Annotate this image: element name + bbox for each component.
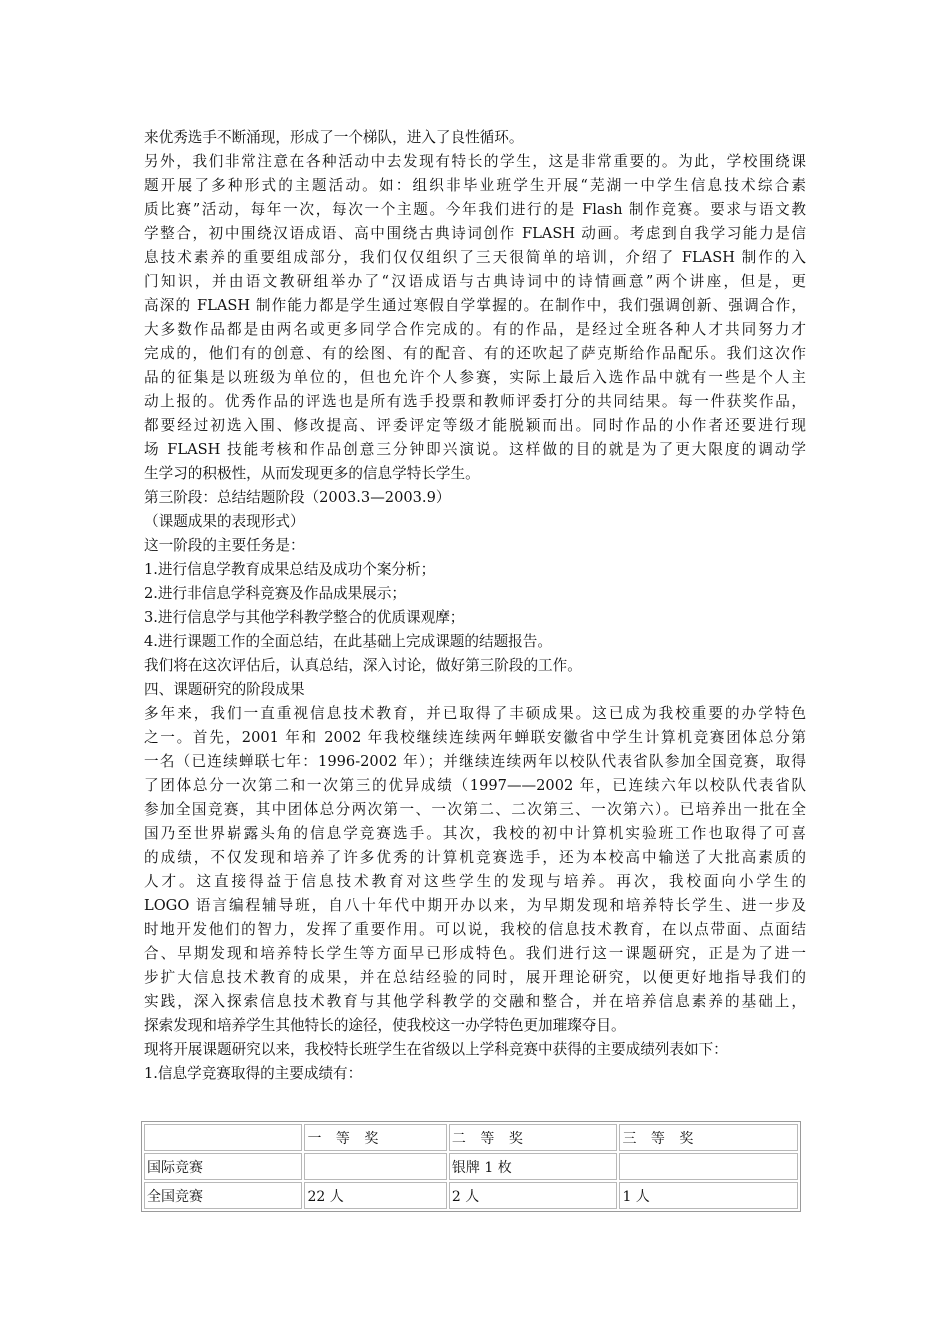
table-header-cell: 二 等 奖: [449, 1124, 618, 1151]
text-line: 这一阶段的主要任务是：: [144, 537, 305, 554]
table-cell: [304, 1153, 446, 1180]
section-heading: 第三阶段：总结结题阶段（2003.3—2003.9）: [144, 489, 451, 506]
table-cell: 国际竞赛: [144, 1153, 302, 1180]
text-line: 步扩大信息技术教育的成果，并在总结经验的同时，展开理论研究，以便更好地指导我们的: [144, 969, 806, 986]
text-line: 动上报的。优秀作品的评选也是所有选手投票和教师评委打分的共同结果。每一件获奖作品，: [144, 393, 806, 410]
awards-table: [141, 1121, 801, 1212]
text-line: LOGO 语言编程辅导班，自八十年代中期开办以来，为早期发现和培养特长学生、进一步及: [144, 897, 806, 914]
list-item: 3.进行信息学与其他学科教学整合的优质课观摩；: [144, 609, 465, 626]
text-line: 多年来，我们一直重视信息技术教育，并已取得了丰硕成果。这已成为我校重要的办学特色: [144, 705, 806, 722]
section-heading: 四、课题研究的阶段成果: [144, 681, 305, 698]
text-line: 场 FLASH 技能考核和作品创意三分钟即兴演说。这样做的目的就是为了更大限度的调动学: [144, 441, 806, 458]
table-row: [144, 1182, 798, 1209]
list-item: 2.进行非信息学科竞赛及作品成果展示；: [144, 585, 407, 602]
document-body: [144, 126, 806, 1086]
text-line: 大多数作品都是由两名或更多同学合作完成的。有的作品，是经过全班各种人才共同努力才: [144, 321, 806, 338]
text-line: 国乃至世界崭露头角的信息学竞赛选手。其次，我校的初中计算机实验班工作也取得了可喜: [144, 825, 806, 842]
table-header-cell: [144, 1124, 302, 1151]
text-line: （课题成果的表现形式）: [144, 513, 305, 530]
table-cell: 银牌 1 枚: [449, 1153, 618, 1180]
table-cell: [619, 1153, 798, 1180]
text-line: 学整合，初中围绕汉语成语、高中围绕古典诗词创作 FLASH 动画。考虑到自我学习能力是信: [144, 225, 806, 242]
text-line: 质比赛”活动，每年一次，每次一个主题。今年我们进行的是 Flash 制作竞赛。要求与语文教: [144, 201, 806, 218]
table-header-cell: 三 等 奖: [619, 1124, 798, 1151]
text-line: 探索发现和培养学生其他特长的途径，使我校这一办学特色更加璀璨夺目。: [144, 1017, 626, 1034]
text-line: 之一。首先，2001 年和 2002 年我校继续连续两年蝉联安徽省中学生计算机竞赛团体总分第: [144, 729, 806, 746]
list-item: 1.进行信息学教育成果总结及成功个案分析；: [144, 561, 436, 578]
text-line: 来优秀选手不断涌现，形成了一个梯队，进入了良性循环。: [144, 129, 524, 146]
text-line: 都要经过初选入围、修改提高、评委评定等级才能脱颖而出。同时作品的小作者还要进行现: [144, 417, 806, 434]
table-cell: 1 人: [619, 1182, 798, 1209]
text-line: 的成绩，不仅发现和培养了许多优秀的计算机竞赛选手，还为本校高中输送了大批高素质的: [144, 849, 806, 866]
table-header-row: [144, 1124, 798, 1151]
text-line: 一名（已连续蝉联七年：1996-2002 年）；并继续连续两年以校队代表省队参加全国竞赛，取得: [144, 753, 806, 770]
text-line: 另外，我们非常注意在各种活动中去发现有特长的学生，这是非常重要的。为此，学校围绕课: [144, 153, 806, 170]
table-cell: 2 人: [449, 1182, 618, 1209]
text-line: 人才。这直接得益于信息技术教育对这些学生的发现与培养。再次，我校面向小学生的: [144, 873, 806, 890]
text-line: 时地开发他们的智力，发挥了重要作用。可以说，我校的信息技术教育，在以点带面、点面结: [144, 921, 806, 938]
text-line: 题开展了多种形式的主题活动。如：组织非毕业班学生开展“芜湖一中学生信息技术综合素: [144, 177, 806, 194]
text-line: 我们将在这次评估后，认真总结，深入讨论，做好第三阶段的工作。: [144, 657, 582, 674]
text-line: 完成的，他们有的创意、有的绘图、有的配音、有的还吹起了萨克斯给作品配乐。我们这次作: [144, 345, 806, 362]
text-line: 高深的 FLASH 制作能力都是学生通过寒假自学掌握的。在制作中，我们强调创新、强调合作，: [144, 297, 806, 314]
text-line: 现将开展课题研究以来，我校特长班学生在省级以上学科竞赛中获得的主要成绩列表如下：: [144, 1041, 728, 1058]
text-line: 生学习的积极性，从而发现更多的信息学特长学生。: [144, 465, 480, 482]
text-line: 1.信息学竞赛取得的主要成绩有：: [144, 1065, 363, 1082]
table-cell: 22 人: [304, 1182, 446, 1209]
text-line: 门知识，并由语文教研组举办了“汉语成语与古典诗词中的诗情画意”两个讲座，但是，更: [144, 273, 806, 290]
table-header-cell: 一 等 奖: [304, 1124, 446, 1151]
text-line: 实践，深入探索信息技术教育与其他学科教学的交融和整合，并在培养信息素养的基础上，: [144, 993, 806, 1010]
table-cell: 全国竞赛: [144, 1182, 302, 1209]
text-line: 参加全国竞赛，其中团体总分两次第一、一次第二、二次第三、一次第六）。已培养出一批在全: [144, 801, 806, 818]
text-line: 合、早期发现和培养特长学生等方面早已形成特色。我们进行这一课题研究，正是为了进一: [144, 945, 806, 962]
list-item: 4.进行课题工作的全面总结，在此基础上完成课题的结题报告。: [144, 633, 552, 650]
text-line: 了团体总分一次第二和一次第三的优异成绩（1997——2002 年，已连续六年以校队代表省队: [144, 777, 806, 794]
text-line: 息技术素养的重要组成部分，我们仅仅组织了三天很简单的培训，介绍了 FLASH 制作的入: [144, 249, 806, 266]
text-line: 品的征集是以班级为单位的，但也允许个人参赛，实际上最后入选作品中就有一些是个人主: [144, 369, 806, 386]
table-row: [144, 1153, 798, 1180]
